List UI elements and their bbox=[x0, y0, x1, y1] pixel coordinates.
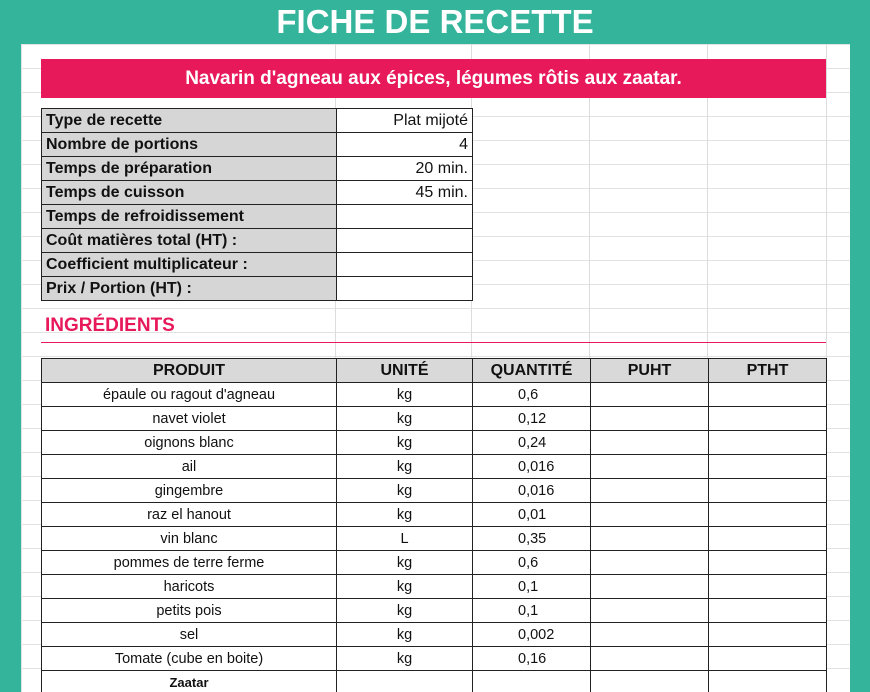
cell-produit[interactable]: oignons blanc bbox=[42, 431, 337, 455]
cell-produit[interactable]: ail bbox=[42, 455, 337, 479]
col-header-produit[interactable]: PRODUIT bbox=[42, 359, 337, 383]
cell-unite[interactable]: kg bbox=[337, 455, 473, 479]
info-row bbox=[42, 109, 473, 133]
cell-quantite[interactable]: 0,12 bbox=[473, 407, 591, 431]
info-value[interactable] bbox=[337, 253, 473, 277]
cell-puht[interactable] bbox=[591, 383, 709, 407]
cell-puht[interactable] bbox=[591, 551, 709, 575]
cell-quantite[interactable]: 0,016 bbox=[473, 455, 591, 479]
cell-ptht[interactable] bbox=[709, 455, 827, 479]
cell-unite[interactable]: kg bbox=[337, 479, 473, 503]
cell-produit[interactable]: petits pois bbox=[42, 599, 337, 623]
cell-ptht[interactable] bbox=[709, 383, 827, 407]
cell-quantite[interactable]: 0,24 bbox=[473, 431, 591, 455]
info-value[interactable] bbox=[337, 277, 473, 301]
col-header-puht[interactable]: PUHT bbox=[591, 359, 709, 383]
table-row bbox=[42, 599, 827, 623]
table-row bbox=[42, 551, 827, 575]
table-row bbox=[42, 623, 827, 647]
table-row bbox=[42, 455, 827, 479]
cell-unite[interactable]: kg bbox=[337, 599, 473, 623]
cell-ptht[interactable] bbox=[709, 647, 827, 671]
info-label[interactable]: Nombre de portions bbox=[42, 133, 337, 157]
cell-unite[interactable]: kg bbox=[337, 575, 473, 599]
cell-puht[interactable] bbox=[591, 527, 709, 551]
cell-produit[interactable]: vin blanc bbox=[42, 527, 337, 551]
cell-produit[interactable]: sel bbox=[42, 623, 337, 647]
recipe-name-banner[interactable]: Navarin d'agneau aux épices, légumes rôtis aux zaatar. bbox=[41, 59, 826, 98]
cell-puht[interactable] bbox=[591, 647, 709, 671]
page-title: FICHE DE RECETTE bbox=[276, 3, 594, 40]
table-row bbox=[42, 575, 827, 599]
table-row bbox=[42, 647, 827, 671]
cell-quantite[interactable]: 0,35 bbox=[473, 527, 591, 551]
info-value[interactable]: Plat mijoté bbox=[337, 109, 473, 133]
cell-puht[interactable] bbox=[591, 623, 709, 647]
spreadsheet-area[interactable] bbox=[21, 44, 850, 692]
section-row bbox=[42, 671, 827, 692]
info-label[interactable]: Type de recette bbox=[42, 109, 337, 133]
cell-ptht[interactable] bbox=[709, 551, 827, 575]
info-row bbox=[42, 133, 473, 157]
table-row bbox=[42, 431, 827, 455]
cell-quantite[interactable]: 0,1 bbox=[473, 575, 591, 599]
info-value[interactable]: 45 min. bbox=[337, 181, 473, 205]
cell-quantite[interactable]: 0,016 bbox=[473, 479, 591, 503]
cell-unite[interactable]: kg bbox=[337, 551, 473, 575]
info-label[interactable]: Temps de refroidissement bbox=[42, 205, 337, 229]
table-row bbox=[42, 503, 827, 527]
info-row bbox=[42, 181, 473, 205]
cell-produit[interactable]: haricots bbox=[42, 575, 337, 599]
cell-unite[interactable]: L bbox=[337, 527, 473, 551]
cell-unite[interactable]: kg bbox=[337, 431, 473, 455]
cell-quantite[interactable]: 0,6 bbox=[473, 551, 591, 575]
info-row bbox=[42, 253, 473, 277]
cell-puht[interactable] bbox=[591, 599, 709, 623]
info-row bbox=[42, 205, 473, 229]
table-row bbox=[42, 407, 827, 431]
cell-puht[interactable] bbox=[591, 479, 709, 503]
cell-puht[interactable] bbox=[591, 431, 709, 455]
ingredients-table bbox=[41, 358, 827, 692]
info-label[interactable]: Temps de cuisson bbox=[42, 181, 337, 205]
cell-produit[interactable]: Zaatar bbox=[42, 671, 337, 692]
cell-produit[interactable]: épaule ou ragout d'agneau bbox=[42, 383, 337, 407]
cell-ptht[interactable] bbox=[709, 479, 827, 503]
cell-quantite[interactable]: 0,002 bbox=[473, 623, 591, 647]
ingredients-divider bbox=[41, 342, 826, 343]
cell-unite[interactable]: kg bbox=[337, 407, 473, 431]
cell-unite[interactable]: kg bbox=[337, 383, 473, 407]
cell-puht[interactable] bbox=[591, 575, 709, 599]
cell-puht[interactable] bbox=[591, 503, 709, 527]
cell-quantite[interactable]: 0,01 bbox=[473, 503, 591, 527]
cell-unite[interactable] bbox=[337, 671, 473, 692]
col-header-quantite[interactable]: QUANTITÉ bbox=[473, 359, 591, 383]
info-label[interactable]: Prix / Portion (HT) : bbox=[42, 277, 337, 301]
cell-ptht[interactable] bbox=[709, 623, 827, 647]
cell-quantite[interactable]: 0,16 bbox=[473, 647, 591, 671]
cell-quantite[interactable]: 0,1 bbox=[473, 599, 591, 623]
table-row bbox=[42, 383, 827, 407]
recipe-info-table bbox=[41, 108, 473, 301]
info-value[interactable]: 20 min. bbox=[337, 157, 473, 181]
table-row bbox=[42, 527, 827, 551]
cell-unite[interactable]: kg bbox=[337, 623, 473, 647]
cell-produit[interactable]: navet violet bbox=[42, 407, 337, 431]
cell-ptht[interactable] bbox=[709, 671, 827, 692]
cell-puht[interactable] bbox=[591, 407, 709, 431]
cell-produit[interactable]: gingembre bbox=[42, 479, 337, 503]
cell-unite[interactable]: kg bbox=[337, 647, 473, 671]
cell-puht[interactable] bbox=[591, 671, 709, 692]
cell-ptht[interactable] bbox=[709, 527, 827, 551]
col-header-unite[interactable]: UNITÉ bbox=[337, 359, 473, 383]
cell-produit[interactable]: raz el hanout bbox=[42, 503, 337, 527]
info-label[interactable]: Temps de préparation bbox=[42, 157, 337, 181]
col-header-ptht[interactable]: PTHT bbox=[709, 359, 827, 383]
info-label[interactable]: Coût matières total (HT) : bbox=[42, 229, 337, 253]
info-label[interactable]: Coefficient multiplicateur : bbox=[42, 253, 337, 277]
cell-ptht[interactable] bbox=[709, 575, 827, 599]
cell-ptht[interactable] bbox=[709, 503, 827, 527]
info-row bbox=[42, 277, 473, 301]
table-row bbox=[42, 479, 827, 503]
info-value[interactable] bbox=[337, 229, 473, 253]
cell-quantite[interactable] bbox=[473, 671, 591, 692]
cell-ptht[interactable] bbox=[709, 599, 827, 623]
info-row bbox=[42, 229, 473, 253]
cell-puht[interactable] bbox=[591, 455, 709, 479]
cell-ptht[interactable] bbox=[709, 431, 827, 455]
cell-ptht[interactable] bbox=[709, 407, 827, 431]
info-value[interactable] bbox=[337, 205, 473, 229]
info-row bbox=[42, 157, 473, 181]
cell-quantite[interactable]: 0,6 bbox=[473, 383, 591, 407]
info-value[interactable]: 4 bbox=[337, 133, 473, 157]
cell-produit[interactable]: Tomate (cube en boite) bbox=[42, 647, 337, 671]
cell-unite[interactable]: kg bbox=[337, 503, 473, 527]
cell-produit[interactable]: pommes de terre ferme bbox=[42, 551, 337, 575]
ingredients-heading: INGRÉDIENTS bbox=[45, 315, 175, 336]
